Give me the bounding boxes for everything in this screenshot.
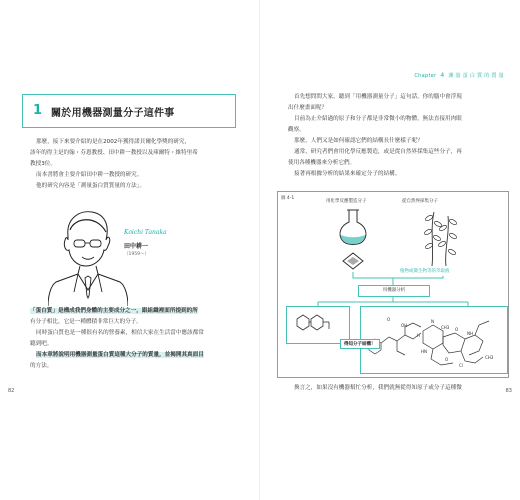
protein-line-2: 有分子相比，它是一種體積非常巨大的分子。 [30, 319, 142, 325]
right-line-5: 那麼，人們又是如何確認它們的結構長什麼樣子呢？ [294, 138, 423, 144]
chapter-label: Chapter [414, 73, 437, 79]
mol-atom-oh: OH [401, 323, 408, 328]
caption-chemical-reaction: 用化學反應製造分子 [326, 199, 367, 204]
protein-paragraph [30, 306, 244, 372]
section-heading-box [22, 94, 236, 128]
complex-molecule-structure [361, 307, 507, 373]
right-line-2: 出什麼畫面呢？ [288, 105, 328, 111]
mol-atom-o3: O [445, 357, 449, 362]
page-number-right: 83 [505, 388, 512, 394]
right-line-1: 首先想問問大家，聽到「用機器測量分子」這句話，你的腦中會浮現 [294, 94, 462, 100]
mol-atom-ch3-b: CH3 [485, 355, 494, 360]
mol-atom-n: N [431, 319, 434, 324]
caption-plant-extract: 植物或微生物等的萃取液 [400, 269, 450, 274]
right-page [262, 0, 520, 500]
figure-label: 圖 4-1 [281, 196, 295, 201]
molecule-box-large [360, 306, 508, 374]
protein-line-1-text: 「蛋白質」是構成我們身體的主要成分之一，跟組織裡面所提到的所 [30, 308, 198, 314]
tanaka-portrait-illustration [48, 206, 128, 306]
figure-4-1 [277, 191, 509, 378]
mol-atom-o2: O [455, 327, 459, 332]
right-line-8: 接著再根據分析的結果來確定分子的結構。 [294, 171, 401, 177]
intro-line-2: 該年的得主是約翰・芬恩教授、田中耕一教授以及庫爾特・維特里希 [30, 150, 198, 156]
protein-line-4: 聽到吧。 [30, 341, 53, 347]
left-page [0, 0, 258, 500]
mol-atom-nh: NH [467, 331, 473, 336]
portrait-years: （1959～） [124, 252, 149, 257]
protein-line-5 [30, 350, 244, 361]
portrait-name-en: Koichi Tanaka [124, 229, 167, 236]
mol-atom-o1: O [387, 317, 391, 322]
right-line-4: 觀察。 [288, 127, 305, 133]
section-title: 關於用機器測量分子這件事 [51, 108, 175, 119]
mol-atom-ch3-a: CH3 [441, 325, 450, 330]
protein-line-1 [30, 306, 244, 317]
protein-line-5-text: 而本章將說明用機器測量蛋白質這種大分子的質量，並揭開其真面目 [36, 352, 204, 358]
caption-nature: 從自然界採集分子 [402, 199, 438, 204]
machine-analysis-label: 用機器分析 [358, 285, 430, 297]
mol-atom-h: H [417, 333, 421, 338]
intro-line-1: 那麼，接下來要介紹的是在2002年獲得諾貝爾化學獎的研究， [36, 139, 191, 145]
right-intro-paragraph [288, 92, 508, 180]
biphenyl-structure [287, 307, 349, 343]
right-line-6: 通常，研究者們會用化學反應製造，或是從自然界採集這些分子，再 [294, 149, 462, 155]
bottom-paragraph [288, 383, 514, 394]
chapter-number: 4 [440, 72, 445, 79]
result-tag: 得知分子結構！ [340, 339, 380, 349]
mol-atom-cl: Cl [459, 363, 463, 368]
intro-line-4: 而本書將會主要介紹田中耕一教授的研究。 [36, 172, 143, 178]
right-line-3: 目前為止介紹過的原子和分子都是非常微小的物體，無法直接用肉眼 [294, 116, 462, 122]
running-header [414, 72, 504, 79]
protein-line-3: 同時蛋白質也是一種很有名的營養素，相信大家在生活當中應該都常 [36, 330, 204, 336]
intro-line-5: 他的研究內容是「測量蛋白質質量的方法」。 [36, 183, 146, 189]
chapter-title: 測 量 蛋 白 質 的 質 量 [448, 73, 504, 79]
intro-line-3: 教授3位。 [30, 161, 56, 167]
right-line-7: 使用各種機器來分析它們。 [288, 160, 356, 166]
portrait-name-zh: 田中耕一 [124, 243, 149, 250]
bottom-line: 換言之，如果沒有機器幫忙分析，我們就無從得知原子或分子這種微 [294, 385, 462, 391]
page-number-left: 82 [8, 388, 15, 394]
book-spine [259, 0, 260, 500]
section-number: 1 [33, 103, 43, 118]
intro-paragraph [30, 137, 240, 192]
protein-line-6: 的方法。 [30, 363, 53, 369]
mol-atom-hn: HN [421, 349, 427, 354]
